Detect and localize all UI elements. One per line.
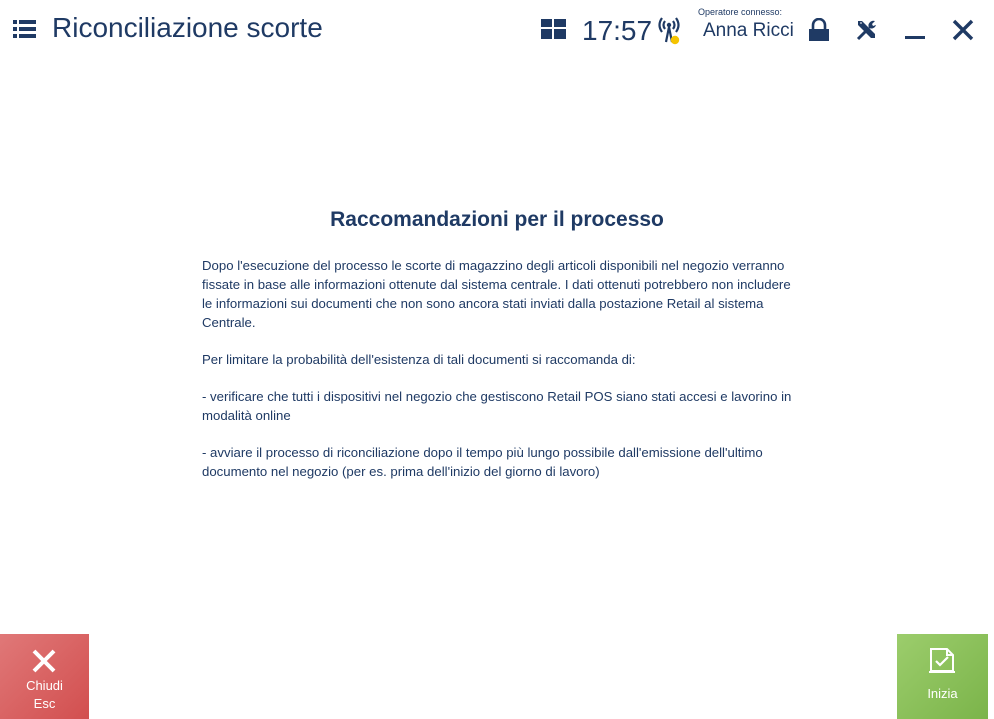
paragraph-recommend: Per limitare la probabilità dell'esistenza di tali documenti si raccomanda di: (202, 352, 636, 367)
close-x-icon (30, 647, 58, 675)
start-button[interactable] (897, 634, 988, 719)
menu-icon[interactable] (12, 17, 38, 41)
close-button[interactable] (0, 634, 89, 719)
lock-icon[interactable] (808, 18, 830, 42)
close-icon[interactable] (951, 18, 975, 42)
page-title: Riconciliazione scorte (52, 12, 323, 43)
operator-label: Operatore connesso: (698, 7, 783, 17)
clock: 17:57 (582, 15, 653, 46)
close-label-text: Chiudi (26, 678, 63, 693)
operator-name: Anna Ricci (703, 20, 794, 41)
minimize-icon[interactable] (903, 18, 927, 42)
recommendations-heading: Raccomandazioni per il processo (330, 208, 664, 231)
document-check-icon (928, 646, 956, 674)
close-shortcut-text: Esc (33, 696, 56, 711)
paragraph-timing: - avviare il processo di riconciliazione dopo il tempo più lungo possibile dall'emissione dell'ultimo documento nel negozio (per es. prima dell'inizio del giorno di lavoro) (202, 445, 763, 479)
close-button-label (0, 677, 89, 713)
header-bar (0, 0, 994, 60)
recommendations-panel (202, 208, 792, 499)
paragraph-intro: Dopo l'esecuzione del processo le scorte di magazzino degli articoli disponibili nel negozio verranno fissate in base alle informazioni ottenute dal sistema centrale. I dati ottenuti potrebbero non includere le informazioni sui documenti che non sono ancora stati inviati dalla postazione Retail al sistema Centrale. (202, 258, 791, 330)
tools-icon[interactable] (855, 18, 879, 42)
tiles-icon[interactable] (541, 19, 566, 39)
start-button-label: Inizia (927, 686, 958, 701)
signal-icon (656, 15, 682, 45)
paragraph-devices-online: - verificare che tutti i dispositivi nel negozio che gestiscono Retail POS siano stati accesi e lavorino in modalità online (202, 389, 792, 423)
